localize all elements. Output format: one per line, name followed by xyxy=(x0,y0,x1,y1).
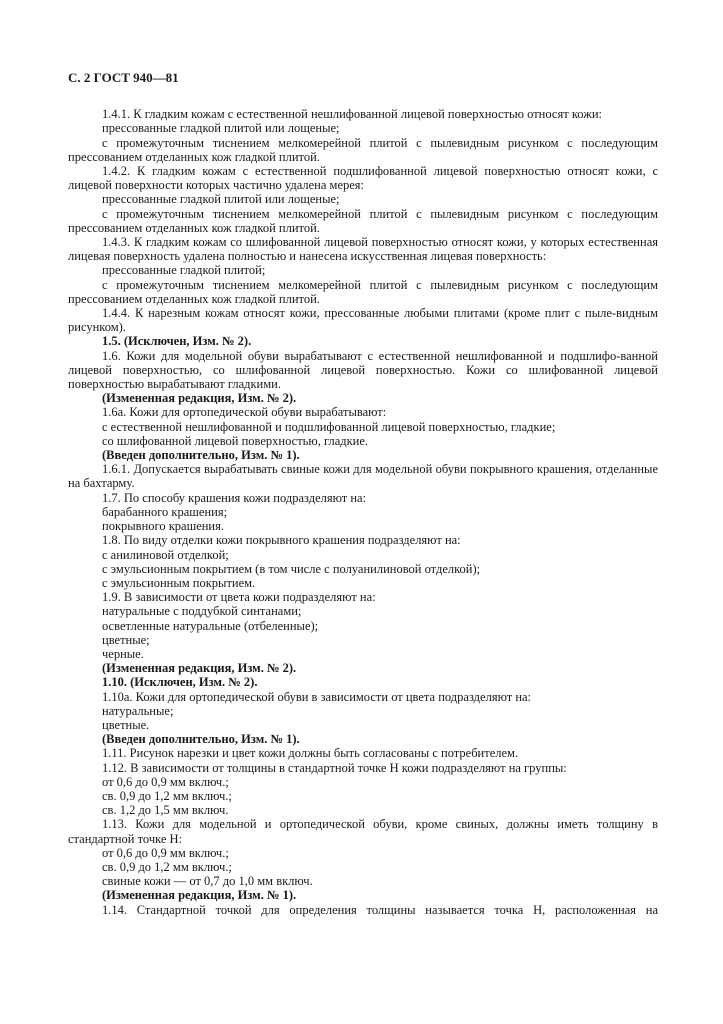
paragraph: св. 1,2 до 1,5 мм включ. xyxy=(102,803,229,818)
paragraph: цветные; xyxy=(102,632,150,647)
paragraph: 1.6.1. Допускается вырабатывать свиные кожи для модельной обуви покрывного крашения, отделанные на бахтарму. xyxy=(68,462,658,491)
paragraph: прессованные гладкой плитой или лощеные; xyxy=(102,192,340,207)
paragraph: 1.7. По способу крашения кожи подразделяют на: xyxy=(102,490,367,505)
paragraph: с эмульсионным покрытием (в том числе с полуанилиновой отделкой); xyxy=(102,561,481,576)
paragraph: с промежуточным тиснением мелкомерейной плитой с пылевидным рисунком с последующим прессованием отделанных кож гладкой плитой. xyxy=(68,206,658,235)
paragraph: 1.11. Рисунок нарезки и цвет кожи должны быть согласованы с потребителем. xyxy=(102,746,519,761)
paragraph: от 0,6 до 0,9 мм включ.; xyxy=(102,845,229,860)
paragraph: 1.4.1. К гладким кожам с естественной нешлифованной лицевой поверхностью относят кожи: xyxy=(102,107,602,122)
paragraph: цветные. xyxy=(102,717,150,732)
paragraph: с промежуточным тиснением мелкомерейной плитой с пылевидным рисунком с последующим прессованием отделанных кож гладкой плитой. xyxy=(68,277,658,306)
paragraph: с эмульсионным покрытием. xyxy=(102,575,256,590)
paragraph: 1.4.3. К гладким кожам со шлифованной лицевой поверхностью относят кожи, у которых естественная лицевая поверхность удалена полностью и нанесена искусственная лицевая поверхность: xyxy=(68,235,658,264)
amendment-note: (Введен дополнительно, Изм. № 1). xyxy=(102,732,300,747)
amendment-note: (Измененная редакция, Изм. № 2). xyxy=(102,661,297,676)
paragraph: от 0,6 до 0,9 мм включ.; xyxy=(102,774,229,789)
paragraph: св. 0,9 до 1,2 мм включ.; xyxy=(102,788,232,803)
paragraph: 1.10а. Кожи для ортопедической обуви в зависимости от цвета подразделяют на: xyxy=(102,689,532,704)
paragraph: с промежуточным тиснением мелкомерейной плитой с пылевидным рисунком с последующим прессованием отделанных кож гладкой плитой. xyxy=(68,135,658,164)
paragraph: натуральные; xyxy=(102,703,174,718)
document-body xyxy=(68,107,658,917)
paragraph: 1.13. Кожи для модельной и ортопедической обуви, кроме свиных, должны иметь толщину в стандартной точке Н: xyxy=(68,817,658,846)
paragraph: со шлифованной лицевой поверхностью, гладкие. xyxy=(102,433,369,448)
document-page xyxy=(68,71,658,917)
paragraph: 1.6а. Кожи для ортопедической обуви вырабатывают: xyxy=(102,405,387,420)
paragraph: 1.6. Кожи для модельной обуви вырабатывают с естественной нешлифованной и подшлифо-ванной лицевой поверхностью, со шлифованной лицевой поверхностью. Кожи со шлифованной лицевой поверхностью вырабатывают гладкими. xyxy=(68,348,658,392)
paragraph: 1.12. В зависимости от толщины в стандартной точке Н кожи подразделяют на группы: xyxy=(102,760,567,775)
paragraph: черные. xyxy=(102,646,144,661)
paragraph: 1.4.4. К нарезным кожам относят кожи, прессованные любыми плитами (кроме плит с пыле-видным рисунком). xyxy=(68,306,658,335)
amendment-note: (Измененная редакция, Изм. № 2). xyxy=(102,391,297,406)
amendment-note: 1.5. (Исключен, Изм. № 2). xyxy=(102,334,252,349)
paragraph: свиные кожи — от 0,7 до 1,0 мм включ. xyxy=(102,874,313,889)
paragraph: прессованные гладкой плитой или лощеные; xyxy=(102,121,340,136)
paragraph: покрывного крашения. xyxy=(102,519,224,534)
paragraph: 1.4.2. К гладким кожам с естественной подшлифованной лицевой поверхностью относят кожи, с лицевой поверхности которых частично удалена мерея: xyxy=(68,164,658,193)
paragraph: 1.9. В зависимости от цвета кожи подразделяют на: xyxy=(102,590,376,605)
paragraph: с анилиновой отделкой; xyxy=(102,547,229,562)
paragraph: осветленные натуральные (отбеленные); xyxy=(102,618,319,633)
amendment-note: 1.10. (Исключен, Изм. № 2). xyxy=(102,675,258,690)
page-header: С. 2 ГОСТ 940—81 xyxy=(68,70,179,85)
paragraph: 1.8. По виду отделки кожи покрывного крашения подразделяют на: xyxy=(102,533,461,548)
paragraph: с естественной нешлифованной и подшлифованной лицевой поверхностью, гладкие; xyxy=(102,419,556,434)
paragraph: 1.14. Стандартной точкой для определения толщины называется точка Н, расположенная на xyxy=(102,902,658,917)
amendment-note: (Введен дополнительно, Изм. № 1). xyxy=(102,448,300,463)
paragraph: св. 0,9 до 1,2 мм включ.; xyxy=(102,859,232,874)
paragraph: прессованные гладкой плитой; xyxy=(102,263,266,278)
amendment-note: (Измененная редакция, Изм. № 1). xyxy=(102,888,297,903)
paragraph: барабанного крашения; xyxy=(102,504,228,519)
paragraph: натуральные с поддубкой синтанами; xyxy=(102,604,302,619)
